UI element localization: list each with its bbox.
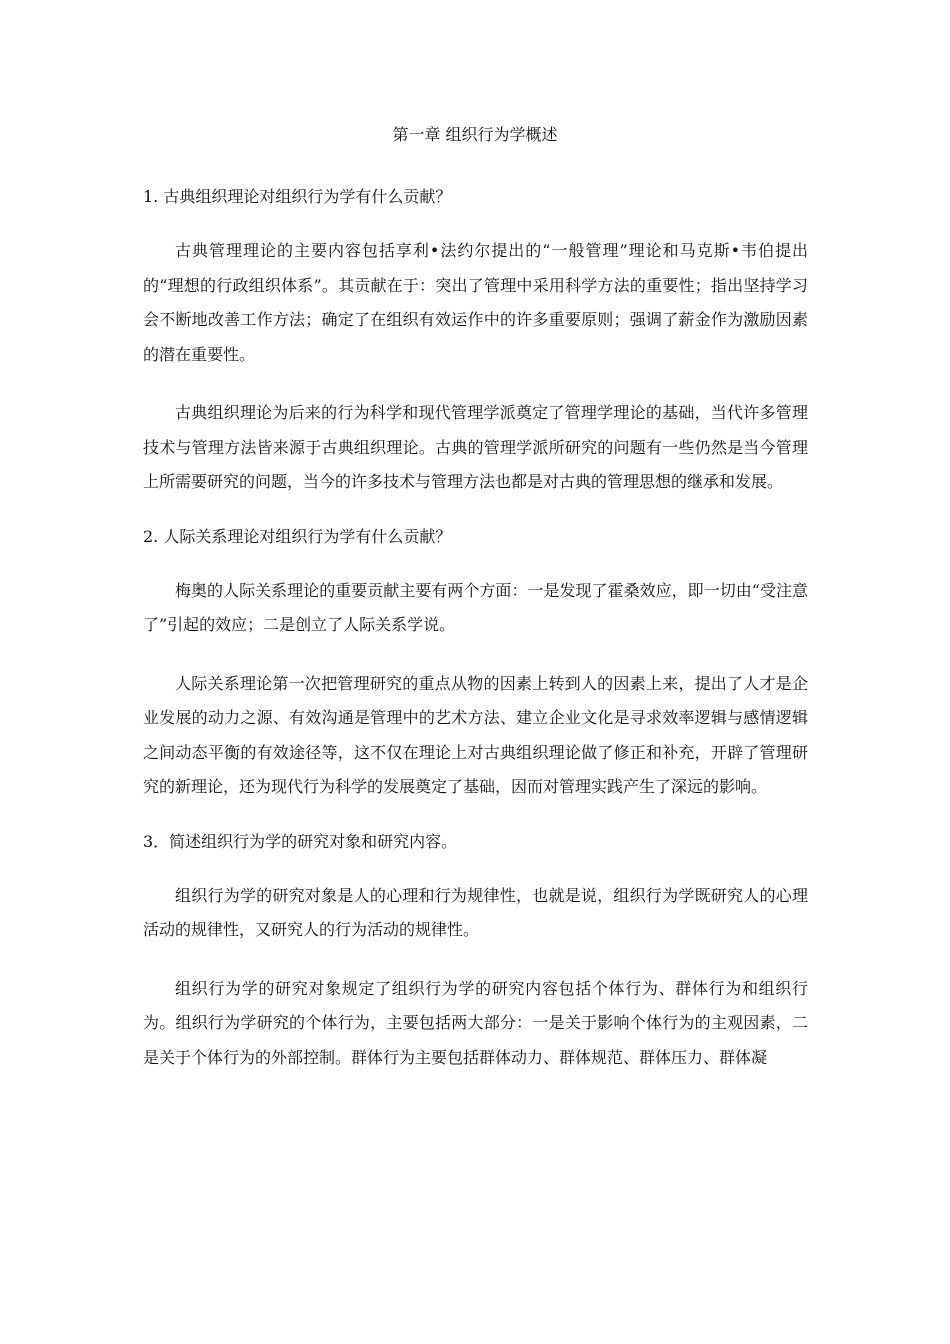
section-1 [143,184,808,524]
chapter-title: 第一章 组织行为学概述 [392,125,558,144]
question-3: 3．简述组织行为学的研究对象和研究内容。 [143,831,458,851]
question-1: 1. 古典组织理论对组织行为学有什么贡献？ [143,187,452,206]
answer-1-paragraph-2: 古典组织理论为后来的行为科学和现代管理学派奠定了管理学理论的基础，当代许多管理技术与管理方法皆来源于古典组织理论。古典的管理学派所研究的问题有一些仍然是当今管理上所需要研究的问题，当今的许多技术与管理方法也都是对古典的管理思想的继承和发展。 [143,403,808,491]
answer-3-paragraph-1: 组织行为学的研究对象是人的心理和行为规律性，也就是说，组织行为学既研究人的心理活动的规律性，又研究人的行为活动的规律性。 [143,885,808,939]
section-2 [143,524,808,829]
question-2: 2. 人际关系理论对组织行为学有什么贡献？ [143,526,452,546]
answer-2-paragraph-2: 人际关系理论第一次把管理研究的重点从物的因素上转到人的因素上来，提出了人才是企业发展的动力之源、有效沟通是管理中的艺术方法、建立企业文化是寻求效率逻辑与感情逻辑之间动态平衡的有效途径等，这不仅在理论上对古典组织理论做了修正和补充，开辟了管理研究的新理论，还为现代行为科学的发展奠定了基础，因而对管理实践产生了深远的影响。 [143,673,808,796]
answer-2-paragraph-1: 梅奥的人际关系理论的重要贡献主要有两个方面：一是发现了霍桑效应，即一切由“受注意了”引起的效应；二是创立了人际关系学说。 [143,580,808,634]
document-body [143,184,808,1075]
answer-1-paragraph-1: 古典管理理论的主要内容包括享利•法约尔提出的“一般管理”理论和马克斯•韦伯提出的“理想的行政组织体系”。其贡献在于：突出了管理中采用科学方法的重要性；指出坚持学习会不断地改善工作方法；确定了在组织有效运作中的许多重要原则；强调了薪金作为激励因素的潜在重要性。 [143,241,808,364]
section-3 [143,829,808,1076]
answer-3-paragraph-2: 组织行为学的研究对象规定了组织行为学的研究内容包括个体行为、群体行为和组织行为。组织行为学研究的个体行为，主要包括两大部分：一是关于影响个体行为的主观因素，二是关于个体行为的外部控制。群体行为主要包括群体动力、群体规范、群体压力、群体凝 [143,978,808,1067]
